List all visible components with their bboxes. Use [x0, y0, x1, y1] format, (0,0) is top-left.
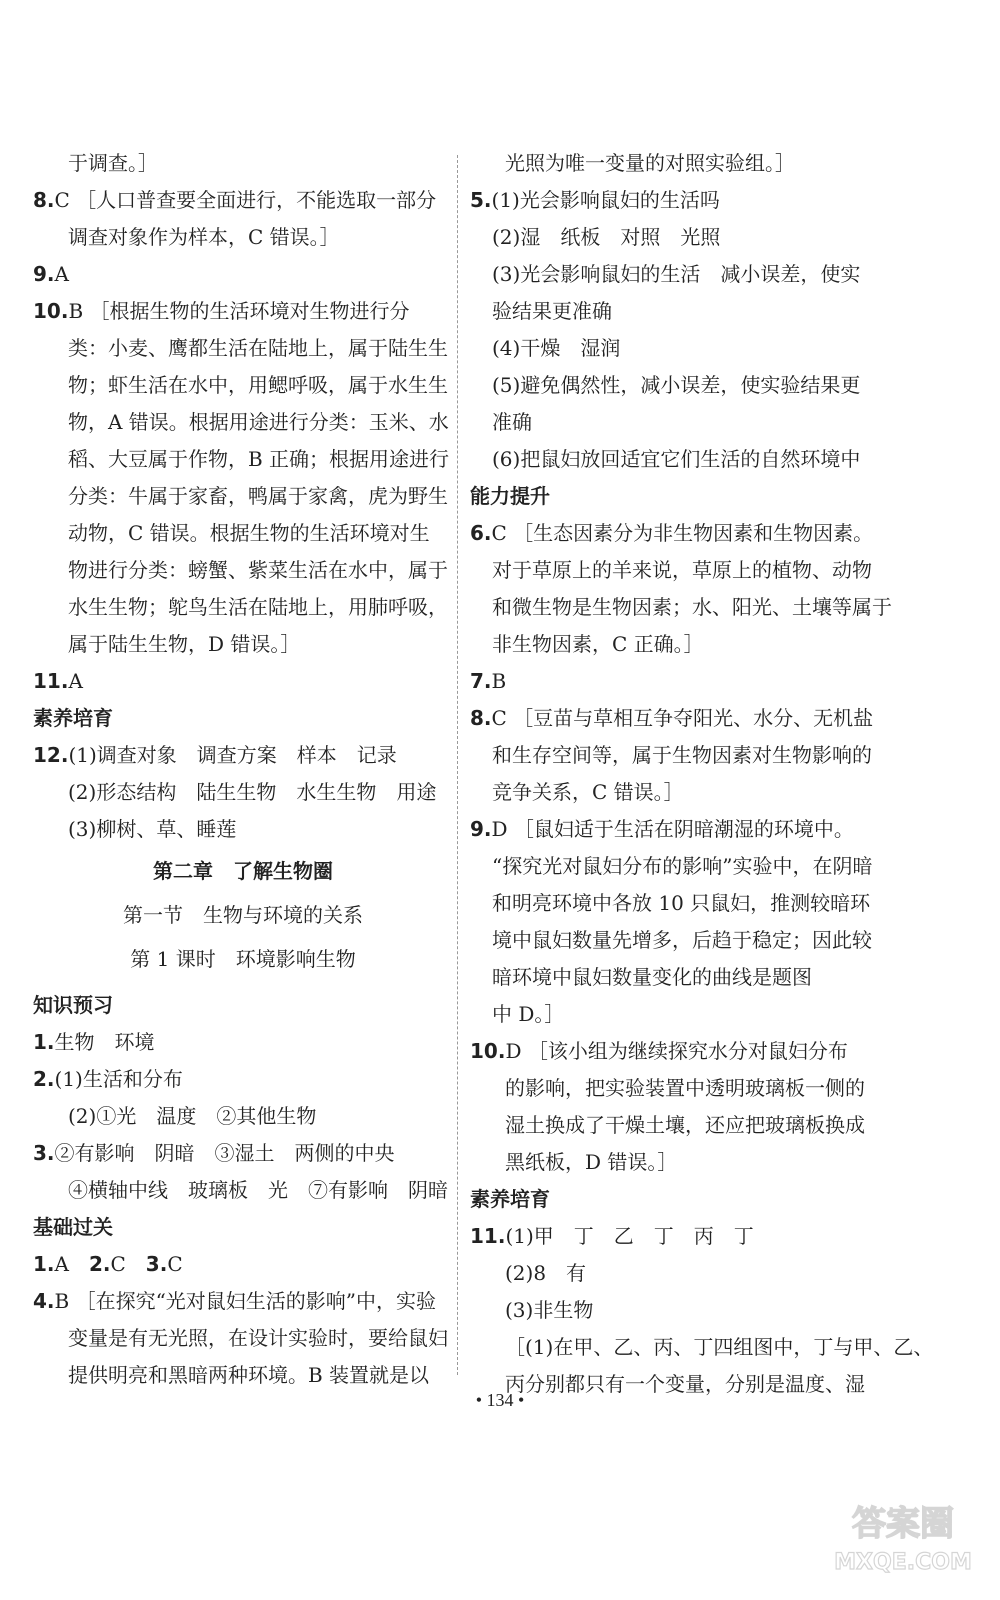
text-line: 调查对象作为样本，C 错误。］	[68, 225, 340, 249]
item-text: B	[491, 669, 507, 693]
text-line: 和生存空间等，属于生物因素对生物影响的	[492, 743, 872, 767]
text-line: (5)避免偶然性，减小误差，使实验结果更	[492, 373, 861, 397]
text-line: 类：小麦、鹰都生活在陆地上，属于陆生生	[68, 336, 448, 360]
text-line: 分类：牛属于家畜，鸭属于家禽，虎为野生	[68, 484, 448, 508]
text-line: ④横轴中线 玻璃板 光 ⑦有影响 阴暗	[68, 1178, 448, 1202]
section-heading: 素养培育	[33, 706, 113, 730]
item-text: D ［鼠妇适于生活在阴暗潮湿的环境中。	[491, 817, 854, 841]
item-number: 7.	[470, 669, 492, 693]
item-number: 3.	[145, 1252, 168, 1276]
item-text: (1)生活和分布	[54, 1067, 183, 1091]
item-number: 10.	[33, 299, 69, 323]
item-number: 2.	[88, 1252, 111, 1276]
item-text: (1)甲 丁 乙 丁 丙 丁	[505, 1224, 754, 1248]
item-number: 9.	[470, 817, 492, 841]
watermark-text-2: MXQE.COM	[834, 1550, 972, 1575]
text-line: 物；虾生活在水中，用鳃呼吸，属于水生生	[68, 373, 448, 397]
answer-item	[33, 1251, 183, 1277]
item-number: 5.	[470, 188, 492, 212]
text-line: ［(1)在甲、乙、丙、丁四组图中，丁与甲、乙、	[505, 1335, 934, 1359]
text-line: (6)把鼠妇放回适宜它们生活的自然环境中	[492, 447, 861, 471]
answer-item	[33, 668, 83, 694]
answer-item	[33, 1140, 395, 1166]
text-line: 黑纸板，D 错误。］	[505, 1150, 678, 1174]
text-line: 和微生物是生物因素；水、阳光、土壤等属于	[492, 595, 892, 619]
text-line: 变量是有无光照，在设计实验时，要给鼠妇	[68, 1326, 448, 1350]
answer-item	[33, 742, 397, 768]
answer-item	[470, 1223, 754, 1249]
answer-item	[470, 668, 506, 694]
answer-item	[33, 1029, 155, 1055]
text-line: (2)8 有	[505, 1261, 587, 1285]
text-line: 水生生物；鸵鸟生活在陆地上，用肺呼吸，	[68, 595, 448, 619]
text-line: 验结果更准确	[492, 299, 612, 323]
item-number: 9.	[33, 262, 55, 286]
item-text: B ［在探究“光对鼠妇生活的影响”中，实验	[54, 1289, 437, 1313]
item-number: 10.	[470, 1039, 506, 1063]
item-text: 生物 环境	[54, 1030, 155, 1054]
item-text: B ［根据生物的生活环境对生物进行分	[68, 299, 410, 323]
text-line: 中 D。］	[492, 1002, 565, 1026]
text-line: 非生物因素，C 正确。］	[492, 632, 704, 656]
item-number: 12.	[33, 743, 69, 767]
text-line: 光照为唯一变量的对照实验组。］	[505, 151, 795, 175]
watermark-text-1: 答案圈	[852, 1504, 954, 1544]
text-line: 物，A 错误。根据用途进行分类：玉米、水	[68, 410, 449, 434]
text-line: 的影响，把实验装置中透明玻璃板一侧的	[505, 1076, 865, 1100]
text-line: 属于陆生生物，D 错误。］	[68, 632, 301, 656]
text-line: (4)干燥 湿润	[492, 336, 621, 360]
item-number: 1.	[33, 1030, 55, 1054]
item-number: 11.	[470, 1224, 506, 1248]
text-line: (2)形态结构 陆生生物 水生生物 用途	[68, 780, 437, 804]
answer-item	[470, 705, 873, 731]
item-text: C ［豆苗与草相互争夺阳光、水分、无机盐	[491, 706, 874, 730]
text-line: 提供明亮和黑暗两种环境。B 装置就是以	[68, 1363, 430, 1387]
text-line: 于调查。］	[68, 151, 158, 175]
item-text: D ［该小组为继续探究水分对鼠妇分布	[505, 1039, 848, 1063]
item-text: (1)调查对象 调查方案 样本 记录	[68, 743, 397, 767]
text-line: 境中鼠妇数量先增多，后趋于稳定；因此较	[492, 928, 872, 952]
item-text: C	[110, 1252, 126, 1276]
item-number: 4.	[33, 1289, 55, 1313]
text-line: 和明亮环境中各放 10 只鼠妇，推测较暗环	[492, 891, 871, 915]
item-text: ②有影响 阴暗 ③湿土 两侧的中央	[54, 1141, 395, 1165]
text-line: 湿土换成了干燥土壤，还应把玻璃板换成	[505, 1113, 865, 1137]
item-text: A	[54, 262, 69, 286]
watermark-icon	[828, 1493, 978, 1578]
text-line: (3)光会影响鼠妇的生活 减小误差，使实	[492, 262, 861, 286]
chapter-title: 第二章 了解生物圈	[153, 859, 333, 883]
item-number: 8.	[470, 706, 492, 730]
item-number: 3.	[33, 1141, 55, 1165]
text-line: 对于草原上的羊来说，草原上的植物、动物	[492, 558, 872, 582]
text-line: (2)①光 温度 ②其他生物	[68, 1104, 317, 1128]
answer-item	[33, 261, 69, 287]
answer-item	[33, 187, 436, 213]
item-number: 1.	[33, 1252, 55, 1276]
answer-item	[33, 1066, 183, 1092]
text-line: 暗环境中鼠妇数量变化的曲线是题图	[492, 965, 812, 989]
item-text: (1)光会影响鼠妇的生活吗	[491, 188, 720, 212]
item-text: A	[68, 669, 83, 693]
column-divider	[457, 155, 458, 1375]
text-line: 物进行分类：螃蟹、紫菜生活在水中，属于	[68, 558, 448, 582]
text-line: 动物，C 错误。根据生物的生活环境对生	[68, 521, 430, 545]
text-line: (3)非生物	[505, 1298, 594, 1322]
text-line: 丙分别都只有一个变量，分别是温度、湿	[505, 1372, 865, 1396]
answer-item	[33, 1288, 436, 1314]
section-title: 第一节 生物与环境的关系	[123, 903, 363, 927]
item-number: 8.	[33, 188, 55, 212]
item-text: C ［人口普查要全面进行，不能选取一部分	[54, 188, 437, 212]
page-number: • 134 •	[475, 1390, 525, 1410]
answer-item	[470, 1038, 848, 1064]
text-line: (2)湿 纸板 对照 光照	[492, 225, 721, 249]
section-heading: 素养培育	[470, 1187, 550, 1211]
answer-item	[33, 298, 410, 324]
answer-item	[470, 520, 873, 546]
text-line: 准确	[492, 410, 532, 434]
section-heading: 知识预习	[33, 993, 113, 1017]
watermark-logo	[828, 1493, 978, 1578]
lesson-title: 第 1 课时 环境影响生物	[130, 947, 356, 971]
item-text: A	[54, 1252, 69, 1276]
item-number: 2.	[33, 1067, 55, 1091]
item-number: 11.	[33, 669, 69, 693]
text-line: “探究光对鼠妇分布的影响”实验中，在阴暗	[492, 854, 873, 878]
text-line: 竞争关系，C 错误。］	[492, 780, 684, 804]
section-heading: 基础过关	[33, 1215, 113, 1239]
item-text: C ［生态因素分为非生物因素和生物因素。	[491, 521, 874, 545]
section-heading: 能力提升	[470, 484, 550, 508]
text-line: (3)柳树、草、睡莲	[68, 817, 237, 841]
answer-item	[470, 816, 854, 842]
item-text: C	[167, 1252, 183, 1276]
text-line: 稻、大豆属于作物，B 正确；根据用途进行	[68, 447, 450, 471]
item-number: 6.	[470, 521, 492, 545]
answer-item	[470, 187, 720, 213]
